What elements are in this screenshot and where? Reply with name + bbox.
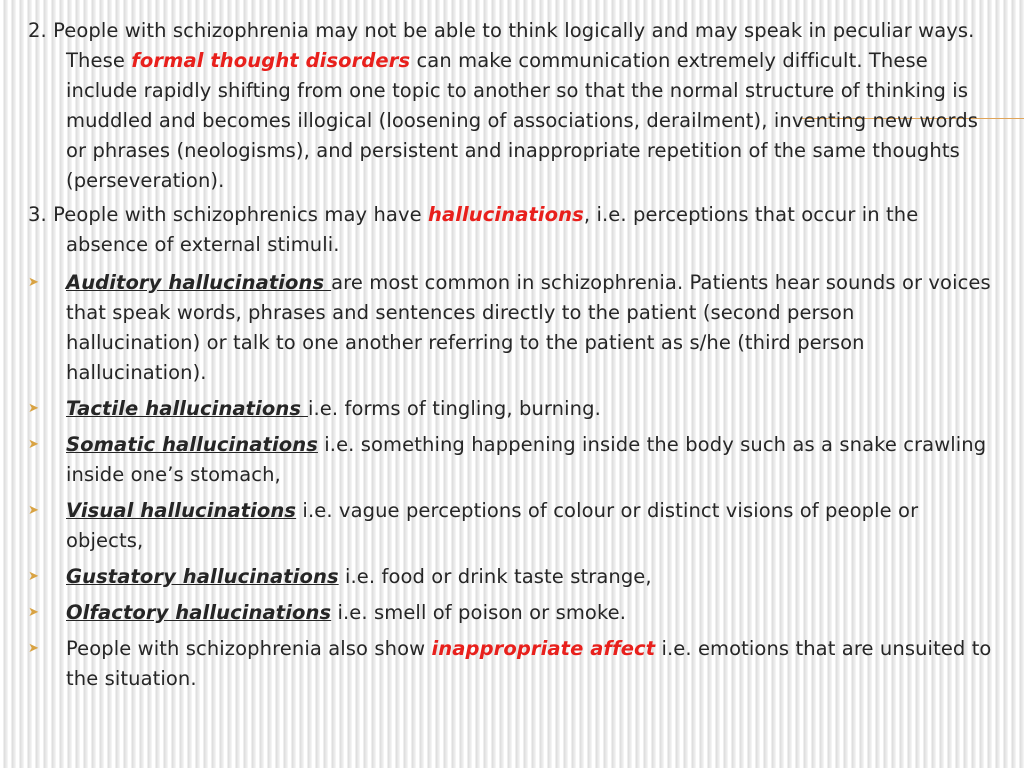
arrow-bullet-icon: ➤ [28,569,39,584]
term-auditory: Auditory hallucinations [66,271,332,294]
bullet-gustatory: ➤ Gustatory hallucinations i.e. food or drink taste strange, [28,562,994,592]
arrow-bullet-icon: ➤ [28,437,39,452]
term-gustatory: Gustatory hallucinations [66,565,339,588]
highlight-formal-thought-disorders: formal thought disorders [131,49,411,72]
arrow-bullet-icon: ➤ [28,401,39,416]
term-tactile: Tactile hallucinations [66,397,308,420]
arrow-bullet-icon: ➤ [28,275,39,290]
highlight-inappropriate-affect: inappropriate affect [431,637,656,660]
paragraph-formal-thought-disorders: 2. People with schizophrenia may not be able to think logically and may speak in peculiar ways. These formal thought disorders can make communication extremely difficult. These include rapidly shifting from one topic to another so that the normal structure of thinking is muddled and becomes illogical (loosening of associations, derailment), inventing new words or phrases (neologisms), and persistent and inappropriate repetition of the same thoughts (perseveration). [28,19,979,192]
arrow-bullet-icon: ➤ [28,641,39,656]
highlight-hallucinations: hallucinations [427,203,584,226]
term-somatic: Somatic hallucinations [66,433,318,456]
bullet-olfactory: ➤ Olfactory hallucinations i.e. smell of poison or smoke. [28,598,994,628]
slide-content [28,16,994,694]
bullet-visual: ➤ Visual hallucinations i.e. vague perceptions of colour or distinct visions of people or objects, [28,496,994,556]
bullet-auditory: ➤ Auditory hallucinations are most common in schizophrenia. Patients hear sounds or voices that speak words, phrases and sentences directly to the patient (second person hallucination) or talk to one another referring to the patient as s/he (third person hallucination). [28,268,994,388]
term-visual: Visual hallucinations [66,499,297,522]
arrow-bullet-icon: ➤ [28,503,39,518]
arrow-bullet-icon: ➤ [28,605,39,620]
bullet-inappropriate-affect: ➤ People with schizophrenia also show inappropriate affect i.e. emotions that are unsuited to the situation. [28,634,994,694]
paragraph-hallucinations: 3. People with schizophrenics may have hallucinations, i.e. perceptions that occur in the absence of external stimuli. [28,203,919,256]
term-olfactory: Olfactory hallucinations [66,601,332,624]
bullet-tactile: ➤ Tactile hallucinations i.e. forms of tingling, burning. [28,394,994,424]
bullet-somatic: ➤ Somatic hallucinations i.e. something happening inside the body such as a snake crawling inside one’s stomach, [28,430,994,490]
